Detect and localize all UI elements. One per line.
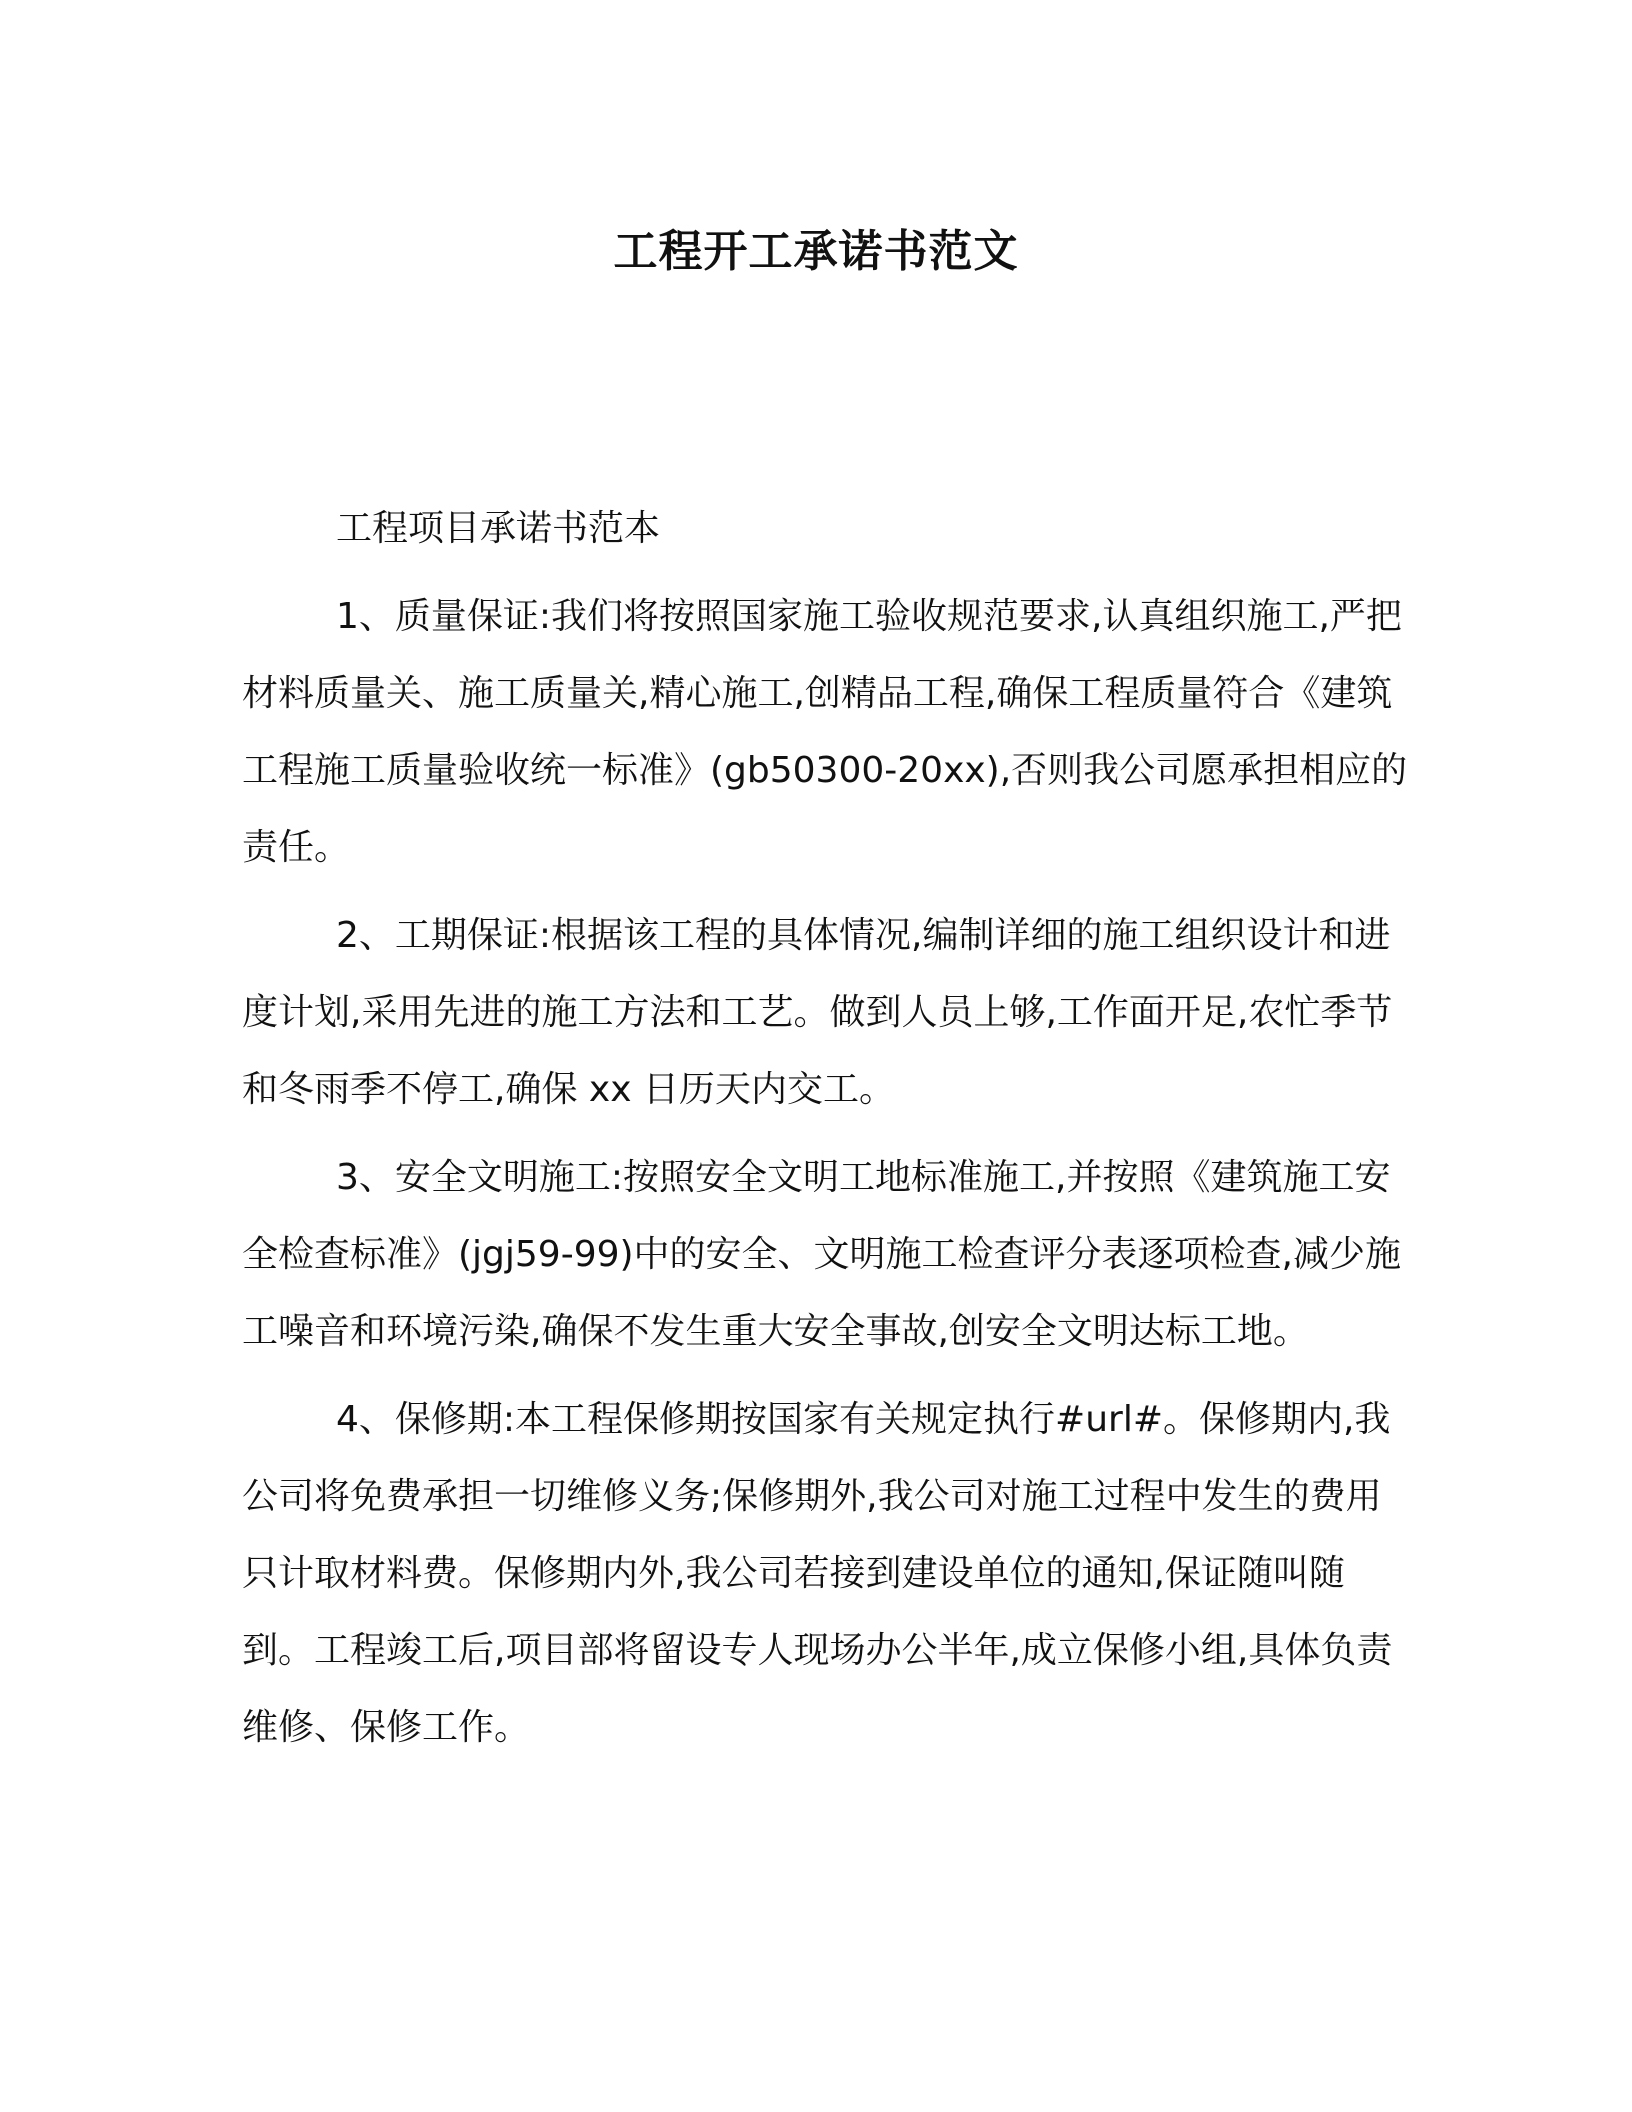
paragraph-schedule-guarantee: 2、工期保证:根据该工程的具体情况,编制详细的施工组织设计和进度计划,采用先进的施工方法和工艺。做到人员上够,工作面开足,农忙季节和冬雨季不停工,确保 xx 日历天内交工。	[242, 915, 1393, 1110]
section-subtitle: 工程项目承诺书范本	[336, 508, 661, 549]
paragraph-quality-guarantee: 1、质量保证:我们将按照国家施工验收规范要求,认真组织施工,严把材料质量关、施工质量关,精心施工,创精品工程,确保工程质量符合《建筑工程施工质量验收统一标准》(gb50300-20xx),否则我公司愿承担相应的责任。	[242, 596, 1408, 868]
paragraph-safety-construction: 3、安全文明施工:按照安全文明工地标准施工,并按照《建筑施工安全检查标准》(jgj59-99)中的安全、文明施工检查评分表逐项检查,减少施工噪音和环境污染,确保不发生重大安全事故,创安全文明达标工地。	[242, 1157, 1401, 1352]
paragraph-warranty-period: 4、保修期:本工程保修期按国家有关规定执行#url#。保修期内,我公司将免费承担一切维修义务;保修期外,我公司对施工过程中发生的费用只计取材料费。保修期内外,我公司若接到建设单位的通知,保证随叫随到。工程竣工后,项目部将留设专人现场办公半年,成立保修小组,具体负责维修、保修工作。	[242, 1399, 1393, 1748]
document-body	[242, 490, 1412, 1777]
document-title: 工程开工承诺书范文	[613, 226, 1019, 277]
